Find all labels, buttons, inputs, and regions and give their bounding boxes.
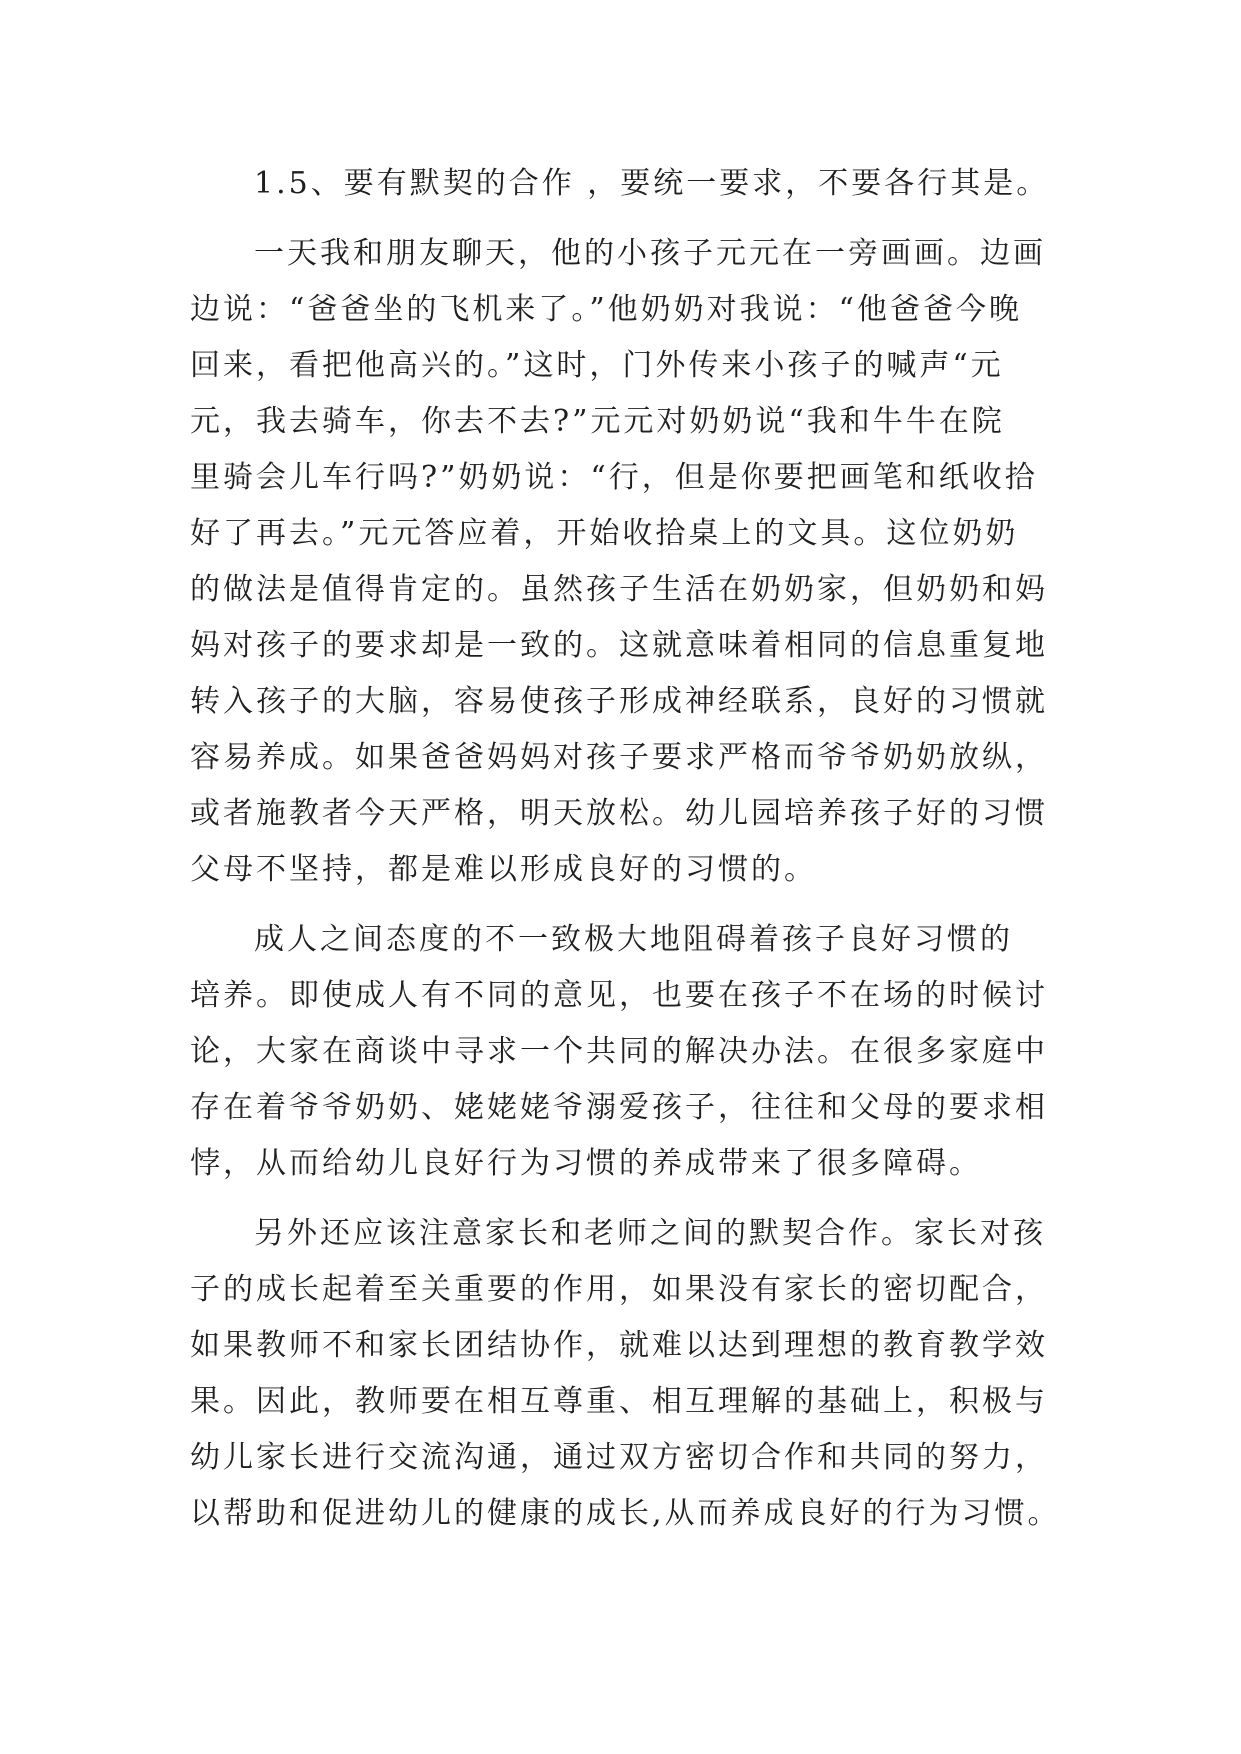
- text-line: 边说：“爸爸坐的飞机来了。”他奶奶对我说：“他爸爸今晚: [190, 292, 1023, 327]
- text-line: 子的成长起着至关重要的作用，如果没有家长的密切配合，: [190, 1272, 1048, 1307]
- text-line: 父母不坚持，都是难以形成良好的习惯的。: [190, 852, 817, 887]
- text-line: 或者施教者今天严格，明天放松。幼儿园培养孩子好的习惯: [190, 796, 1048, 831]
- text-line: 以帮助和促进幼儿的健康的成长,从而养成良好的行为习惯。: [190, 1496, 1061, 1531]
- text-line: 转入孩子的大脑，容易使孩子形成神经联系，良好的习惯就: [190, 684, 1048, 719]
- text-line: 回来，看把他高兴的。”这时，门外传来小孩子的喊声“元: [190, 348, 1004, 383]
- text-line: 1.5、要有默契的合作 ，要统一要求，不要各行其是。: [254, 166, 1050, 201]
- text-line: 另外还应该注意家长和老师之间的默契合作。家长对孩: [254, 1216, 1046, 1251]
- paragraph: [190, 226, 1060, 898]
- text-line: 幼儿家长进行交流沟通，通过双方密切合作和共同的努力，: [190, 1440, 1048, 1475]
- text-line: 容易养成。如果爸爸妈妈对孩子要求严格而爷爷奶奶放纵，: [190, 740, 1048, 775]
- text-line: 培养。即使成人有不同的意见，也要在孩子不在场的时候讨: [190, 978, 1048, 1013]
- text-line: 如果教师不和家长团结协作，就难以达到理想的教育教学效: [190, 1328, 1048, 1363]
- text-line: 一天我和朋友聊天，他的小孩子元元在一旁画画。边画: [254, 236, 1046, 271]
- text-line: 论，大家在商谈中寻求一个共同的解决办法。在很多家庭中: [190, 1034, 1048, 1069]
- text-line: 果。因此，教师要在相互尊重、相互理解的基础上，积极与: [190, 1384, 1048, 1419]
- text-line: 元，我去骑车，你去不去?”元元对奶奶说“我和牛牛在院: [190, 404, 1005, 439]
- text-line: 成人之间态度的不一致极大地阻碍着孩子良好习惯的: [254, 922, 1013, 957]
- text-line: 的做法是值得肯定的。虽然孩子生活在奶奶家，但奶奶和妈: [190, 572, 1048, 607]
- text-line: 里骑会儿车行吗?”奶奶说：“行，但是你要把画笔和纸收拾: [190, 460, 1038, 495]
- text-line: 悖，从而给幼儿良好行为习惯的养成带来了很多障碍。: [190, 1146, 982, 1181]
- text-line: 存在着爷爷奶奶、姥姥姥爷溺爱孩子，往往和父母的要求相: [190, 1090, 1048, 1125]
- document-body: [190, 156, 1060, 1556]
- paragraph: [190, 1206, 1060, 1542]
- paragraph: [190, 912, 1060, 1192]
- paragraph-heading: [190, 156, 1060, 212]
- text-line: 好了再去。”元元答应着，开始收拾桌上的文具。这位奶奶: [190, 516, 1019, 551]
- text-line: 妈对孩子的要求却是一致的。这就意味着相同的信息重复地: [190, 628, 1048, 663]
